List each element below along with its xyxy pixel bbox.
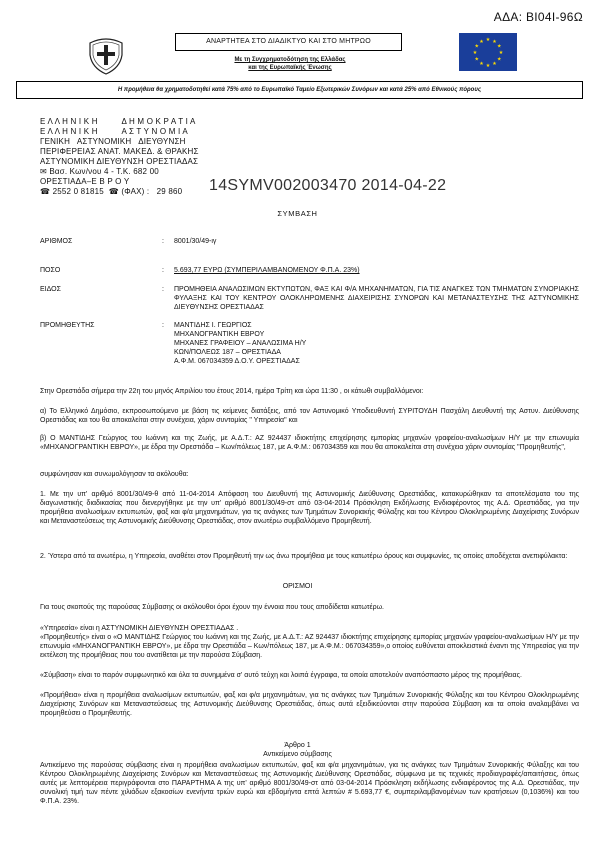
- poso-value: 5.693,77 ΕΥΡΩ (ΣΥΜΠΕΡΙΛΑΜΒΑΝΟΜΕΝΟΥ Φ.Π.Α. 23%): [174, 267, 360, 274]
- point-2-paragraph: 2. Ύστερα από τα ανωτέρω, η Υπηρεσία, αναθέτει στον Προμηθευτή την ως άνω προμήθεια με τους κατωτέρω όρους και συμφωνίες, τις οποίες αποδέχεται ανεπιφύλακτα:: [40, 553, 568, 560]
- point-1-paragraph: 1. Με την υπ' αριθμό 8001/30/49-θ από 11-04-2014 Απόφαση του Διευθυντή της Αστυνομικής Διεύθυνσης Ορεστιάδας, κατακυρώθηκαν τα αποτελέσματα του της διαγωνιστικής διαδικασίας που διενεργήθηκε με την υπ' αριθμό 8001/30/49-στ από 03-04-2014 Πρόσκληση Εκδήλωσης Ενδιαφέροντος της Α.Δ. Ορεστιάδας, για την προμήθεια αναλωσίμων εκτυπωτών, φαξ και φ/α μηχανημάτων, για τις ανάγκες των Τμημάτων Συνοριακής Φύλαξης και του Κέντρου Ολοκληρωμένης Διαχείρισης Συνόρων και Μεταναστεύσεως της Αστυνομικής Διεύθυνσης Ορεστιάδας, στον ανωτέρω συμβαλλόμενο Προμηθευτή.: [40, 491, 579, 525]
- ada-code: ΑΔΑ: ΒΙ04Ι-96Ω: [493, 10, 583, 24]
- header-line: ΑΣΤΥΝΟΜΙΚΗ ΔΙΕΥΘΥΝΣΗ ΟΡΕΣΤΙΑΔΑΣ: [40, 157, 199, 166]
- promitheftis-value: [174, 321, 579, 366]
- article-1-subheading: Αντικείμενο σύμβασης: [263, 751, 332, 758]
- cofinancing-line-2: και της Ευρωπαϊκής Ένωσης: [248, 65, 332, 71]
- colon: :: [162, 322, 164, 329]
- eidos-value: ΠΡΟΜΗΘΕΙΑ ΑΝΑΛΩΣΙΜΩΝ ΕΚΤΥΠΩΤΩΝ, ΦΑΞ ΚΑΙ Φ/Α ΜΗΧΑΝΗΜΑΤΩΝ, ΓΙΑ ΤΙΣ ΑΝΑΓΚΕΣ ΤΩΝ ΤΜΗΜΑΤΩΝ ΣΥΝΟΡΙΑΚΗΣ ΦΥΛΑΞΗΣ ΚΑΙ ΤΟΥ ΚΕΝΤΡΟΥ ΟΛΟΚΛΗΡΩΜΕΝΗΣ ΔΙΑΧΕΙΡΙΣΗΣ ΣΥΝΟΡΩΝ ΚΑΙ ΜΕΤΑΝΑΣΤΕΥΣΗΣ ΤΗΣ ΑΣΤΥΝΟΜΙΚΗΣ ΔΙΕΥΘΥΝΣΗΣ ΟΡΕΣΤΙΑΔΑΣ: [174, 286, 579, 311]
- article-1-text: Αντικείμενο της παρούσας σύμβασης είναι η προμήθεια αναλωσίμων εκτυπωτών, φαξ και φ/α μηχανημάτων, για τις ανάγκες των Τμημάτων Συνοριακής Φύλαξης και του Κέντρου Ολοκληρωμένης Διαχείρισης Συνόρων και Μεταναστεύσεως της Αστυνομικής Διεύθυνσης Ορεστιάδας, σύμφωνα με τις τεχνικές προδιαγραφές/απαιτήσεις, όπως αυτές με λεπτομέρεια περιγράφονται στο ΠΑΡΑΡΤΗΜΑ Α της υπ' αριθμό 8001/30/49-στ από 03-04-2014 Πρόσκληση εκδήλωσης ενδιαφέροντος της Α.Δ. Ορεστιάδας, την συνολική τιμή των πέντε χιλιάδων εξακοσίων ενενήντα τριών ευρώ και εβδομήντα επτά λεπτών # 5.693,77 €, συμπεριλαμβανομένων των κρατήσεων (0,1036%) και του Φ.Π.Α. 23%.: [40, 762, 579, 805]
- cofinancing-line-1: Με τη Συγχρηματοδότηση της Ελλάδας: [234, 57, 346, 63]
- greek-emblem-icon: [86, 35, 126, 75]
- colon: :: [162, 286, 164, 293]
- header-line: ΟΡΕΣΤΙΑΔΑ–Ε Β Ρ Ο Υ: [40, 177, 130, 186]
- document-number: 14SYMV002003470 2014-04-22: [209, 177, 447, 194]
- orismoi-intro: Για τους σκοπούς της παρούσας Σύμβασης οι ακόλουθοι όροι έχουν την έννοια που τους αποδίδεται κατωτέρω.: [40, 604, 384, 611]
- promitheftis-label: ΠΡΟΜΗΘΕΥΤΗΣ: [40, 322, 95, 329]
- definition-symvasi: «Σύμβαση» είναι το παρόν συμφωνητικό και όλα τα συνημμένα σ' αυτό τεύχη και λοιπά έγγραφα, τα οποία αποτελούν αναπόσπαστο μέρος της προμήθειας.: [40, 672, 522, 679]
- svg-text:★: ★: [479, 38, 484, 45]
- arithmos-label: ΑΡΙΘΜΟΣ: [40, 238, 73, 245]
- party-b-paragraph: β) Ο ΜΑΝΤΙΔΗΣ Γεώργιος του Ιωάννη και της Ζωής, με Α.Δ.Τ.: ΑΖ 924437 ιδιοκτήτης επιχείρησης εμπορίας μηχανών γραφείου-αναλωσίμων Η/Υ με την επωνυμία «ΜΗΧΑΝΟΓΡΑΝΤΙΚΗ ΕΒΡΟΥ», με έδρα την Ορεστιάδα – Κων/πόλεως 187, με Α.Φ.Μ.: 067034359 και που θα αποκαλείται στη συνέχεια χάριν συντομίας "Προμηθευτής",: [40, 435, 579, 451]
- svg-text:★: ★: [496, 56, 502, 63]
- funding-banner: Η προμήθεια θα χρηματοδοτηθεί κατά 75% από το Ευρωπαϊκό Ταμείο Εξωτερικών Συνόρων και κατά 25% από Εθνικούς πόρους: [16, 81, 583, 99]
- definition-promitheftis: «Προμηθευτής» είναι ο «Ο ΜΑΝΤΙΔΗΣ Γεώργιος του Ιωάννη και της Ζωής, με Α.Δ.Τ.: ΑΖ 924437 ιδιοκτήτης επιχείρησης εμπορίας μηχανών γραφείου-αναλωσίμων Η/Υ με την επωνυμία «ΜΗΧΑΝΟΓΡΑΝΤΙΚΗ ΕΒΡΟΥ», με έδρα την Ορεστιάδα – Κων/πόλεως 187, με Α.Φ.Μ.: 067034359»,ο οποίος ευθύνεται αποκλειστικά έναντι της Υπηρεσίας για την εκτέλεση της προμήθειας που του ανατίθεται με την παρούσα Σύμβαση.: [40, 634, 579, 659]
- colon: :: [162, 238, 164, 245]
- cofinancing-note: [190, 56, 390, 72]
- svg-text:★: ★: [496, 43, 502, 50]
- promitheftis-line: ΜΗΧΑΝΕΣ ΓΡΑΦΕΙΟΥ – ΑΝΑΛΩΣΙΜΑ Η/Υ: [174, 340, 307, 347]
- svg-text:★: ★: [479, 61, 484, 68]
- authority-header: [40, 117, 199, 197]
- svg-text:★: ★: [485, 37, 491, 43]
- svg-text:★: ★: [474, 43, 480, 50]
- svg-text:★: ★: [498, 50, 504, 56]
- promitheftis-line: ΚΩΝ/ΠΟΛΕΩΣ 187 – ΟΡΕΣΤΙΑΔΑ: [174, 349, 281, 356]
- header-line: ☎ 2552 0 81815 ☎ (ΦΑΧ) : 29 860: [40, 187, 183, 196]
- document-title: ΣΥΜΒΑΣΗ: [277, 209, 318, 218]
- agreed-line: συμφώνησαν και συνωμολόγησαν τα ακόλουθα:: [40, 471, 189, 478]
- header-line: ΠΕΡΙΦΕΡΕΙΑΣ ΑΝΑΤ. ΜΑΚΕΔ. & ΘΡΑΚΗΣ: [40, 147, 199, 156]
- intro-paragraph: Στην Ορεστιάδα σήμερα την 22η του μηνός Απριλίου του έτους 2014, ημέρα Τρίτη και ώρα 11:30 , οι κάτωθι συμβαλλόμενοι:: [40, 388, 424, 395]
- header-line: Ε Λ Λ Η Ν Ι Κ Η Α Σ Τ Υ Ν Ο Μ Ι Α: [40, 127, 188, 136]
- posting-notice: ΑΝΑΡΤΗΤΕΑ ΣΤΟ ΔΙΑΔΙΚΤΥΟ ΚΑΙ ΣΤΟ ΜΗΤΡΩΟ: [175, 33, 402, 51]
- svg-text:★: ★: [492, 61, 497, 68]
- orismoi-heading: ΟΡΙΣΜΟΙ: [282, 583, 313, 590]
- definition-promitheia: «Προμήθεια» είναι η προμήθεια αναλωσίμων εκτυπωτών, φαξ και φ/α μηχανημάτων, για τις ανάγκες των Τμημάτων Συνοριακής Φύλαξης και του Κέντρου Ολοκληρωμένης Διαχείρισης Συνόρων και Μεταναστεύσεως της Αστυνομικής Διεύθυνσης Ορεστιάδας, όπως αυτά εξειδικεύονται στην παρούσα Σύμβαση και τα οποία αναλαμβάνει να προμηθεύσει ο Προμηθευτής.: [40, 692, 579, 717]
- colon: :: [162, 267, 164, 274]
- promitheftis-line: ΜΗΧΑΝΟΓΡΑΝΤΙΚΗ ΕΒΡΟΥ: [174, 331, 265, 338]
- eu-flag-icon: [459, 33, 517, 71]
- party-a-paragraph: α) Το Ελληνικό Δημόσιο, εκπροσωπούμενο με βάση τις κείμενες διατάξεις, από τον Αστυνομικό Υποδιευθυντή ΣΥΡΙΤΟΥΔΗ Πασχάλη Διευθυντή της Αστυν. Διεύθυνσης Ορεστιάδας και του θα αποκαλείται στην συνέχεια, χάριν συντομίας " Υπηρεσία" και: [40, 408, 579, 424]
- header-line: ✉ Βασ. Κων/νου 4 - Τ.Κ. 682 00: [40, 167, 159, 176]
- svg-text:★: ★: [492, 38, 497, 45]
- svg-text:★: ★: [485, 63, 491, 69]
- promitheftis-line: Α.Φ.Μ. 067034359 Δ.Ο.Υ. ΟΡΕΣΤΙΑΔΑΣ: [174, 358, 300, 365]
- poso-label: ΠΟΣΟ: [40, 267, 61, 274]
- svg-text:★: ★: [474, 56, 480, 63]
- promitheftis-line: ΜΑΝΤΙΔΗΣ Ι. ΓΕΩΡΓΙΟΣ: [174, 322, 252, 329]
- header-line: Ε Λ Λ Η Ν Ι Κ Η Δ Η Μ Ο Κ Ρ Α Τ Ι Α: [40, 117, 196, 126]
- definition-ypiresia: «Υπηρεσία» είναι η ΑΣΤΥΝΟΜΙΚΗ ΔΙΕΥΘΥΝΣΗ ΟΡΕΣΤΙΑΔΑΣ .: [40, 625, 239, 632]
- article-1-heading: Άρθρο 1: [284, 742, 311, 749]
- svg-text:★: ★: [472, 50, 478, 56]
- arithmos-value: 8001/30/49-ιγ: [174, 238, 217, 245]
- header-line: ΓΕΝΙΚΗ ΑΣΤΥΝΟΜΙΚΗ ΔΙΕΥΘΥΝΣΗ: [40, 137, 186, 146]
- eidos-label: ΕΙΔΟΣ: [40, 286, 61, 293]
